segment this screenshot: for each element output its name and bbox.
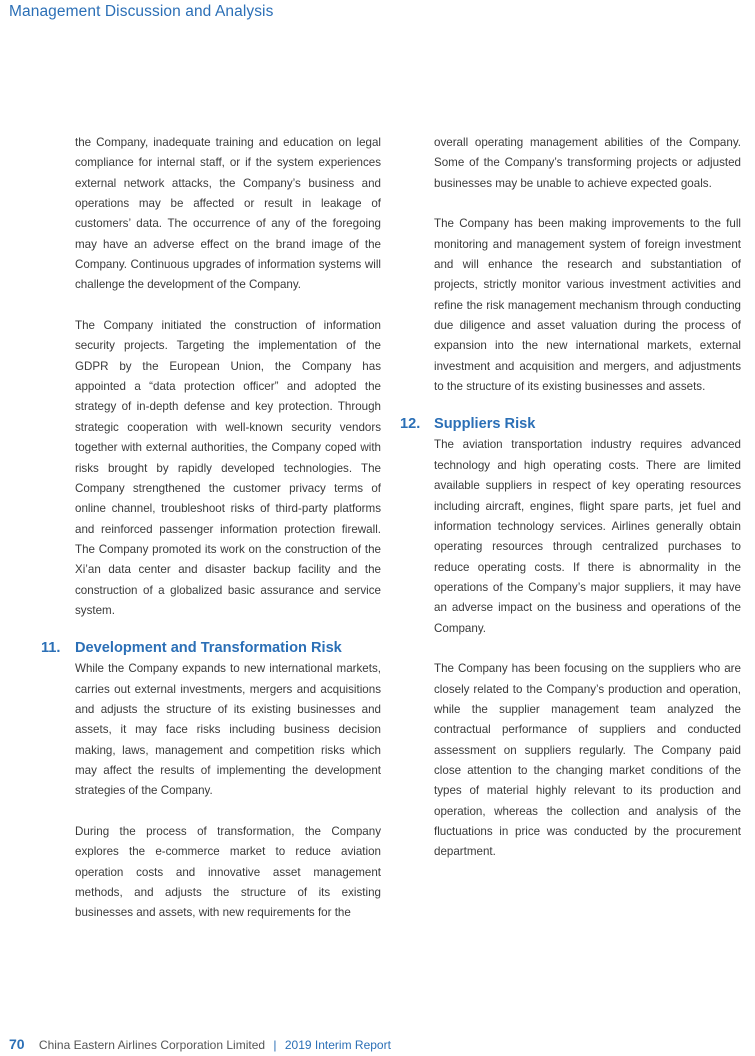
page-footer [9, 1036, 391, 1052]
body-paragraph: The Company has been making improvements to the full monitoring and management system of foreign investment and will enhance the research and substantiation of projects, strictly monitor various investment activities and refine the risk management mechanism through conducting due diligence and asset valuation during the process of expansion into the new international markets, external investment and acquisition and mergers, and adjustments to the structure of its existing businesses and assets. [434, 217, 741, 394]
section-number: 11. [41, 640, 61, 657]
section-suppliers-risk [400, 414, 741, 862]
footer-company-name: China Eastern Airlines Corporation Limited [38, 1038, 266, 1052]
body-paragraph: overall operating management abilities of the Company. Some of the Company’s transforming projects or adjusted businesses may be unable to achieve expected goals. [434, 136, 741, 190]
footer-separator: | [273, 1038, 277, 1052]
section-title: Suppliers Risk [434, 416, 536, 433]
section-heading [400, 414, 741, 435]
footer-report-title: 2019 Interim Report [284, 1038, 391, 1052]
section-development-transformation-risk [41, 638, 381, 923]
section-heading [41, 638, 381, 659]
left-column [41, 133, 381, 924]
body-paragraph: During the process of transformation, the Company explores the e-commerce market to reduce aviation operation costs and innovative asset management methods, and adjusts the structure of its existing businesses and assets, with new requirements for the [75, 825, 381, 920]
section-number: 12. [400, 416, 421, 433]
section-title: Development and Transformation Risk [75, 640, 342, 657]
body-paragraph: The Company initiated the construction of information security projects. Targeting the implementation of the GDPR by the European Union, the Company has appointed a “data protection officer” and adopted the strategy of in-depth defense and key protection. Through strategic cooperation with well-known security vendors together with external authorities, the Company coped with risks brought by rapidly developed technologies. The Company strengthened the customer privacy terms of online channel, troubleshoot risks of third-party platforms and reinforced passenger information protection firewall. The Company promoted its work on the construction of the Xi’an data center and disaster backup facility and the construction of a globalized basic assurance and service system. [75, 319, 381, 617]
body-paragraph: The aviation transportation industry requires advanced technology and high operating costs. There are limited available suppliers in respect of key operating resources including aircraft, engines, flight spare parts, jet fuel and information technology services. Airlines generally obtain operating resources through centralized purchases to reduce operating costs. If there is abnormality in the operations of the Company’s major suppliers, it may have an adverse impact on the business and operations of the Company. [434, 438, 741, 635]
body-paragraph: the Company, inadequate training and education on legal compliance for internal staff, or if the system experiences external network attacks, the Company’s business and operations may be affected or result in leakage of customers’ data. The occurrence of any of the foregoing may have an adverse effect on the brand image of the Company. Continuous upgrades of information systems will challenge the development of the Company. [75, 136, 381, 292]
running-header: Management Discussion and Analysis [9, 3, 274, 20]
body-paragraph: The Company has been focusing on the suppliers who are closely related to the Company’s production and operation, while the supplier management team analyzed the contractual performance of suppliers and conducted assessment on suppliers regularly. The Company paid close attention to the changing market conditions of the types of material highly relevant to its production and operation, whereas the collection and analysis of the fluctuations in price was conducted by the procurement department. [434, 662, 741, 859]
right-column [400, 133, 741, 863]
page-number: 70 [9, 1036, 25, 1052]
body-paragraph: While the Company expands to new international markets, carries out external investments, mergers and acquisitions and adjusts the structure of its existing businesses and assets, it may face risks including business decision making, laws, management and competition risks which may affect the results of implementing the development strategies of the Company. [75, 662, 381, 798]
